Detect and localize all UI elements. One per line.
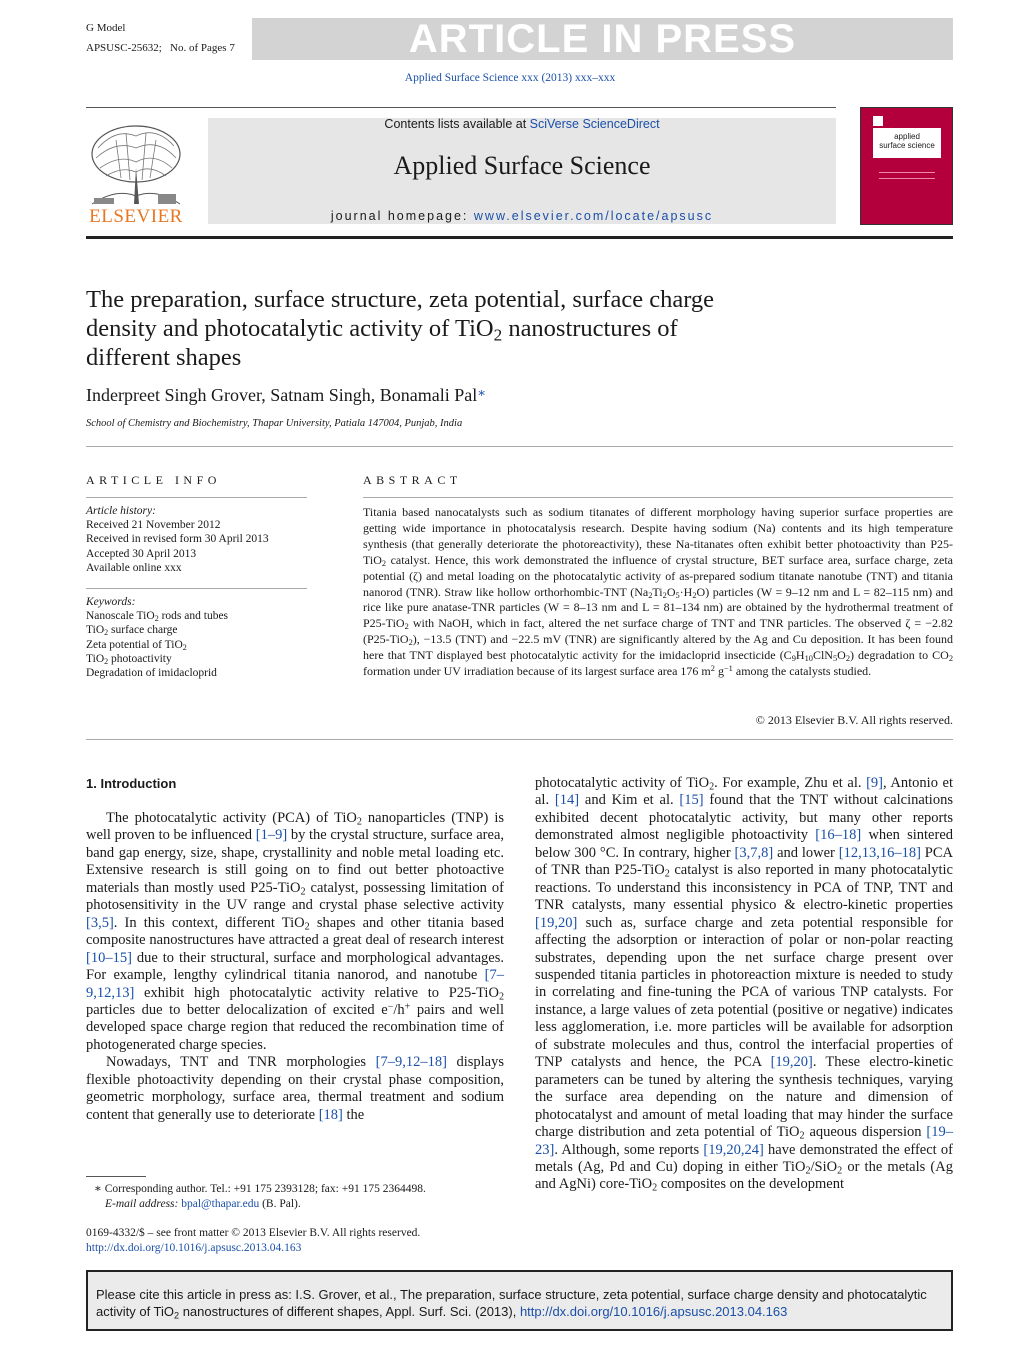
citation-link[interactable]: [14]	[554, 792, 580, 809]
page-count: No. of Pages 7	[170, 42, 235, 54]
cite-this-article-box: Please cite this article in press as: I.S. Grover, et al., The preparation, surface structure, zeta potential, surface charge density and photocatalytic activity of TiO$_2$ nanostructures of different shapes, Appl. Surf. Sci. (2013), http://dx.doi.org/10.1016/j.apsusc.2013.04.163	[86, 1270, 953, 1331]
journal-homepage: journal homepage: www.elsevier.com/locate/apsusc	[330, 209, 714, 223]
keyword-item: Zeta potential of TiO$_2$	[86, 638, 187, 652]
sciencedirect-link[interactable]: SciVerse ScienceDirect	[529, 117, 660, 131]
citation-link[interactable]: [3,5]	[86, 914, 114, 931]
article-history: Article history: Received 21 November 2012 Received in revised form 30 April 2013 Accepted 30 April 2013 Available online xxx	[86, 504, 316, 575]
contents-line: Contents lists available at SciVerse ScienceDirect	[384, 117, 660, 131]
citation-link[interactable]: [19–23]	[535, 1124, 953, 1158]
keyword-item: TiO$_2$ photoactivity	[86, 652, 172, 666]
title-rule	[86, 446, 953, 447]
email-link[interactable]: bpal@thapar.edu	[181, 1198, 260, 1210]
keyword-item: Degradation of imidacloprid	[86, 667, 217, 680]
citation-link[interactable]: [9]	[866, 775, 883, 791]
homepage-link[interactable]: www.elsevier.com/locate/apsusc	[473, 209, 714, 223]
article-meta	[86, 21, 235, 61]
elsevier-logo[interactable]	[86, 118, 186, 228]
citation-link[interactable]: [19,20]	[770, 1054, 813, 1071]
author-affiliation: School of Chemistry and Biochemistry, Thapar University, Patiala 147004, Punjab, India	[86, 418, 463, 429]
corresponding-author-mark[interactable]: ∗	[477, 385, 487, 400]
citation-link[interactable]: [7–9,12,13]	[86, 967, 504, 1001]
history-item: Accepted 30 April 2013	[86, 547, 197, 560]
section-heading-introduction: 1. Introduction	[86, 776, 177, 791]
intro-left-column: The photocatalytic activity (PCA) of TiO$_2$ nanoparticles (TNP) is well proven to be influenced [1–9] by the crystal structure, surface area, band gap energy, size, shape, crystallinity and noble metal loading etc. Extensive research is still going on to find out better photoactive materials than mostly used P25-TiO$_2$ catalyst, possessing limitation of photosensitivity in the UV range and crystal phase selective activity [3,5]. In this context, different TiO$_2$ shapes and other titania based composite nanostructures have attracted a great deal of research interest [10–15] due to their structural, surface and morphological advantages. For example, lengthy cylindrical titania nanorod, and nanotube [7–9,12,13] exhibit high photocatalytic activity relative to P25-TiO$_2$ particles due to better delocalization of excited e−/h+ pairs and well developed space charge region that reduced the recombination time of photogenerated charge species. Nowadays, TNT and TNR morphologies [7–9,12–18] displays flexible photoactivity depending on their crystal phase composition, geometric morphology, surface area, thermal treatment and sodium content that generally use to deteriorate [18] the	[86, 810, 504, 1123]
author-list: Inderpreet Singh Grover, Satnam Singh, Bonamali Pal∗	[86, 385, 487, 405]
corresponding-author-note: ∗ Corresponding author. Tel.: +91 175 2393128; fax: +91 175 2364498. E-mail address: bpal@thapar.edu (B. Pal).	[94, 1183, 426, 1210]
gmodel-label: G Model	[86, 22, 126, 34]
citation-link[interactable]: [1–9]	[255, 827, 288, 844]
article-title: The preparation, surface structure, zeta potential, surface charge density and photocatalytic activity of TiO$_2$ nanostructures of different shapes	[86, 286, 715, 371]
keywords: Keywords: Nanoscale TiO$_2$ rods and tubes TiO$_2$ surface charge Zeta potential of TiO$_2$ TiO$_2$ photoactivity Degradation of imidacloprid	[86, 595, 316, 680]
article-id: APSUSC-25632;	[86, 42, 162, 54]
masthead-bottom-rule	[86, 236, 953, 239]
cover-title-block: applied surface science	[873, 128, 941, 158]
cover-logo-icon	[873, 116, 883, 126]
abstract-heading: ABSTRACT	[363, 473, 462, 487]
citation-link[interactable]: [12,13,16–18]	[838, 844, 921, 861]
citation-link[interactable]: [19,20,24]	[703, 1141, 764, 1158]
article-info-heading: ARTICLE INFO	[86, 473, 221, 487]
citation-link[interactable]: [19,20]	[535, 914, 578, 931]
citation-link[interactable]: [18]	[318, 1106, 343, 1123]
publisher-name: ELSEVIER	[89, 206, 183, 227]
intro-right-column: photocatalytic activity of TiO$_2$. For example, Zhu et al. [9], Antonio et al. [14] and Kim et al. [15] found that the TNT without calcinations exhibited decent photocatalytic activity, but many other reports demonstrated almost negligible photoactivity [16–18] when sintered below 300 °C. In contrary, higher [3,7,8] and lower [12,13,16–18] PCA of TNR than P25-TiO$_2$ catalyst is also reported in many photocatalytic reactions. To understand this inconsistency in PCA of TNP, TNT and TNR catalysts, many essential physico & electro-kinetic properties [19,20] such as, surface charge and zeta potential responsible for affecting the adsorption or interaction of polar or non-polar reacting substrates, depending upon the net surface charge present over suspended titania particles in photoreaction mixture is needed to study in correlating and fine-tuning the PCA of various TNP catalysts. For instance, a large values of zeta potential (positive or negative) indicates less agglomeration, i.e. more particles will be available for adsorption of substrate molecules and thus, control the interfacial properties of TNP catalysts and hence, the PCA [19,20]. These electro-kinetic parameters can be tuned by altering the synthesis techniques, varying the surface area depending on the nature and dimension of photocatalyst and amount of metal loading that may hinder the surface charge distribution and zeta potential of TiO$_2$ aqueous dispersion [19–23]. Although, some reports [19,20,24] have demonstrated the effect of metals (Ag, Pd and Cu) doping in either TiO$_2$/SiO$_2$ or the metals (Ag and AgNi) core-TiO$_2$ composites on the development	[535, 775, 954, 1194]
abstract-text: Titania based nanocatalysts such as sodium titanates of different morphology having superior surface properties are getting wide importance in photocatalysis research. Despite having sodium (Na) contents and its high temperature synthesis (that generally deteriorate the photoreactivity), these Na-titanates often exhibit better photoactivity than P25-TiO$_2$ catalyst. Hence, this work demonstrated the influence of crystal structure, BET surface area, surface charge, zeta potential (ζ) and metal loading on the photocatalytic activity of as-prepared sodium titanate nanotube (TNT) and titania nanorod (TNR). Straw like hollow orthorhombic-TNT $(Na_2Ti_2O_5\cdot H_2O)$ particles (W = 9–12 nm and L = 82–115 nm) and rice like pure anatase-TNR particles (W = 8–13 nm and L = 81–134 nm) are obtained by the hydrothermal treatment of P25-TiO$_2$ with NaOH, which in fact, altered the net surface charge of TNT and TNR particles. The observed ζ = −2.82 (P25-TiO$_2$), −13.5 (TNT) and −22.5 mV (TNR) are significantly altered by the Ag and Cu deposition. It has been found here that TNT displayed best photocatalytic activity for the imidacloprid insecticide $(C_9H_{10}ClN_5O_2)$ degradation to $CO_2$ formation under UV irradiation because of its largest surface area 176 $m^2$ $g^{-1}$ among the catalysts studied.	[363, 505, 953, 679]
abstract-rule	[86, 739, 953, 740]
keyword-item: Nanoscale TiO$_2$ rods and tubes	[86, 610, 229, 624]
journal-title: Applied Surface Science	[393, 151, 651, 180]
doi-link[interactable]: http://dx.doi.org/10.1016/j.apsusc.2013.04.163	[86, 1242, 302, 1254]
article-in-press-banner: ARTICLE IN PRESS	[252, 18, 953, 60]
history-item: Received 21 November 2012	[86, 519, 221, 532]
journal-cover-thumbnail[interactable]	[860, 107, 953, 225]
citation-doi-link[interactable]: http://dx.doi.org/10.1016/j.apsusc.2013.04.163	[519, 1304, 788, 1319]
issn-doi: 0169-4332/$ – see front matter © 2013 Elsevier B.V. All rights reserved. http://dx.doi.org/10.1016/j.apsusc.2013.04.163	[86, 1227, 421, 1254]
history-item: Available online xxx	[86, 561, 182, 574]
citation-link[interactable]: [7–9,12–18]	[375, 1054, 447, 1071]
citation-link[interactable]: [16–18]	[815, 827, 862, 844]
citation-link[interactable]: [3,7,8]	[734, 844, 774, 861]
history-item: Received in revised form 30 April 2013	[86, 533, 269, 546]
citation-link[interactable]: [15]	[679, 792, 704, 809]
masthead-top-rule	[86, 107, 836, 108]
copyright-line: © 2013 Elsevier B.V. All rights reserved.	[755, 713, 953, 727]
keyword-item: TiO$_2$ surface charge	[86, 624, 178, 638]
journal-reference[interactable]: Applied Surface Science xxx (2013) xxx–xxx	[404, 72, 616, 84]
citation-link[interactable]: [10–15]	[86, 949, 132, 966]
